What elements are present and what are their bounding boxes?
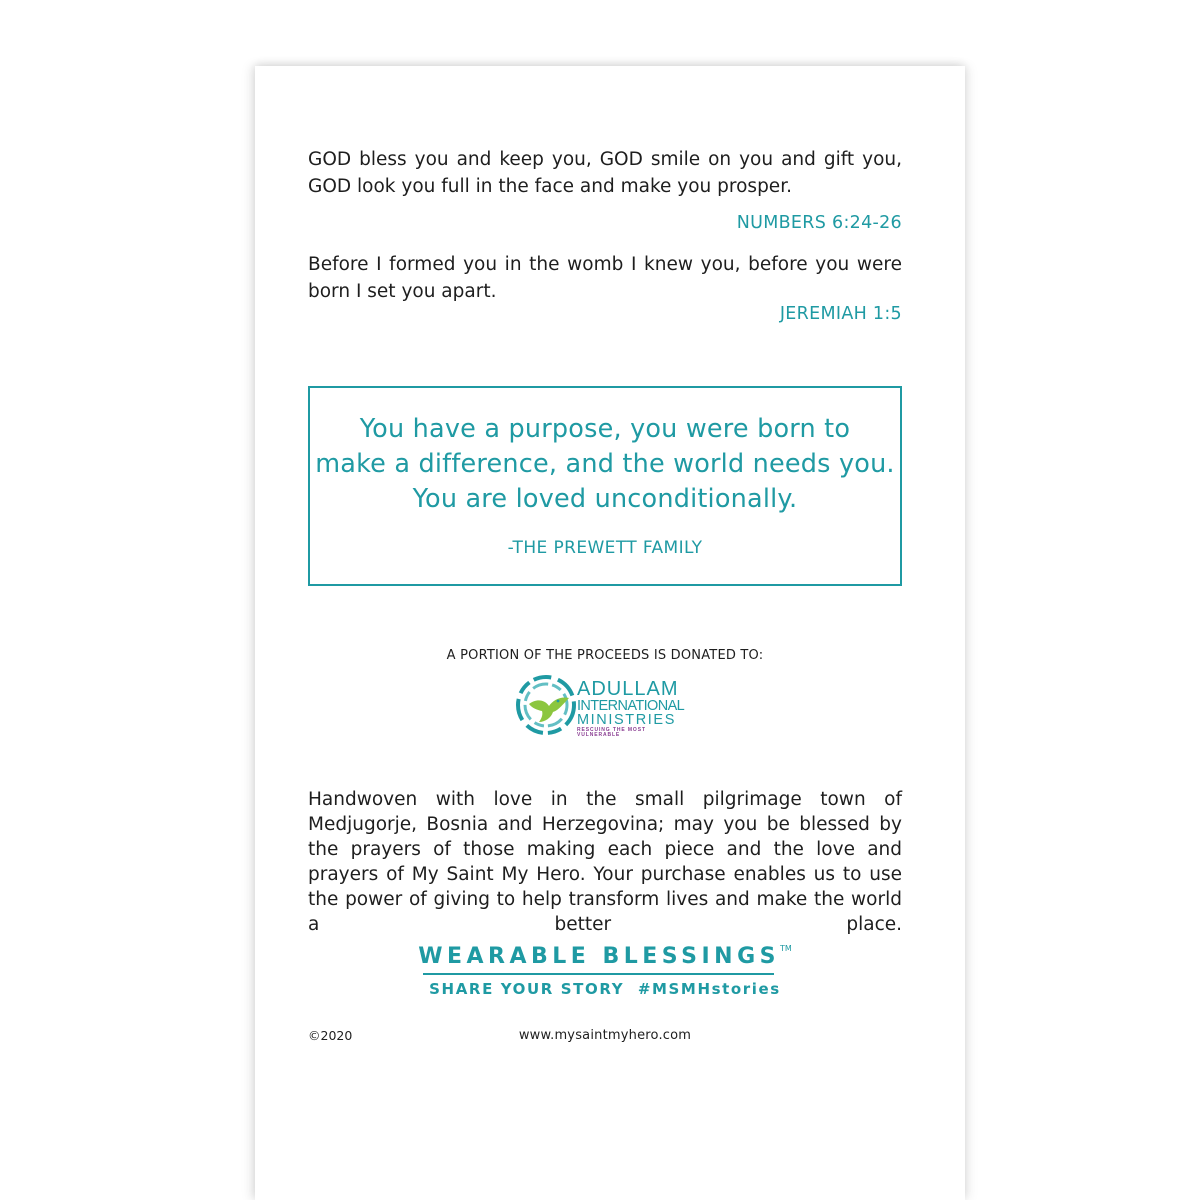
org-tagline: RESCUING THE MOST VULNERABLE: [577, 727, 646, 738]
quote-text: [310, 412, 900, 517]
share-prefix: SHARE YOUR STORY: [429, 980, 625, 998]
quote-author: -THE PREWETT FAMILY: [507, 538, 703, 558]
verse-numbers-reference: NUMBERS 6:24-26: [736, 213, 902, 233]
org-name-line3: MINISTRIES: [577, 712, 676, 728]
copyright: ©2020: [308, 1028, 353, 1043]
verse-jeremiah-reference: JEREMIAH 1:5: [779, 304, 902, 324]
org-name-line2: INTERNATIONAL: [577, 698, 685, 714]
quote-line: You have a purpose, you were born to: [359, 414, 851, 444]
donation-label: A PORTION OF THE PROCEEDS IS DONATED TO:: [446, 648, 764, 663]
verse-numbers-text: GOD bless you and keep you, GOD smile on you and gift you, GOD look you full in the face and make you prosper.: [308, 149, 902, 197]
trademark-mark: TM: [779, 944, 792, 953]
brand-title: [308, 944, 902, 969]
verse-jeremiah-text: Before I formed you in the womb I knew you, before you were born I set you apart.: [308, 254, 902, 302]
hashtag: #MSMHstories: [637, 980, 781, 998]
quote-line: You are loved unconditionally.: [412, 484, 798, 514]
adullam-logo: [515, 672, 685, 738]
org-name-line1: ADULLAM: [577, 678, 679, 700]
quote-box: [308, 386, 902, 586]
brand-divider: [423, 973, 774, 975]
quote-line: make a difference, and the world needs you.: [315, 449, 895, 479]
share-story-line: [308, 980, 902, 998]
dove-globe-icon: [515, 674, 577, 736]
brand-name: WEARABLE BLESSINGS: [418, 944, 780, 969]
handwoven-paragraph: Handwoven with love in the small pilgrimage town of Medjugorje, Bosnia and Herzegovina; may you be blessed by the prayers of those making each piece and the love and prayers of My Saint My Hero. Your purchase enables us to use the power of giving to help transform lives and make the world a better place.: [308, 789, 902, 935]
website-url: www.mysaintmyhero.com: [518, 1028, 692, 1043]
